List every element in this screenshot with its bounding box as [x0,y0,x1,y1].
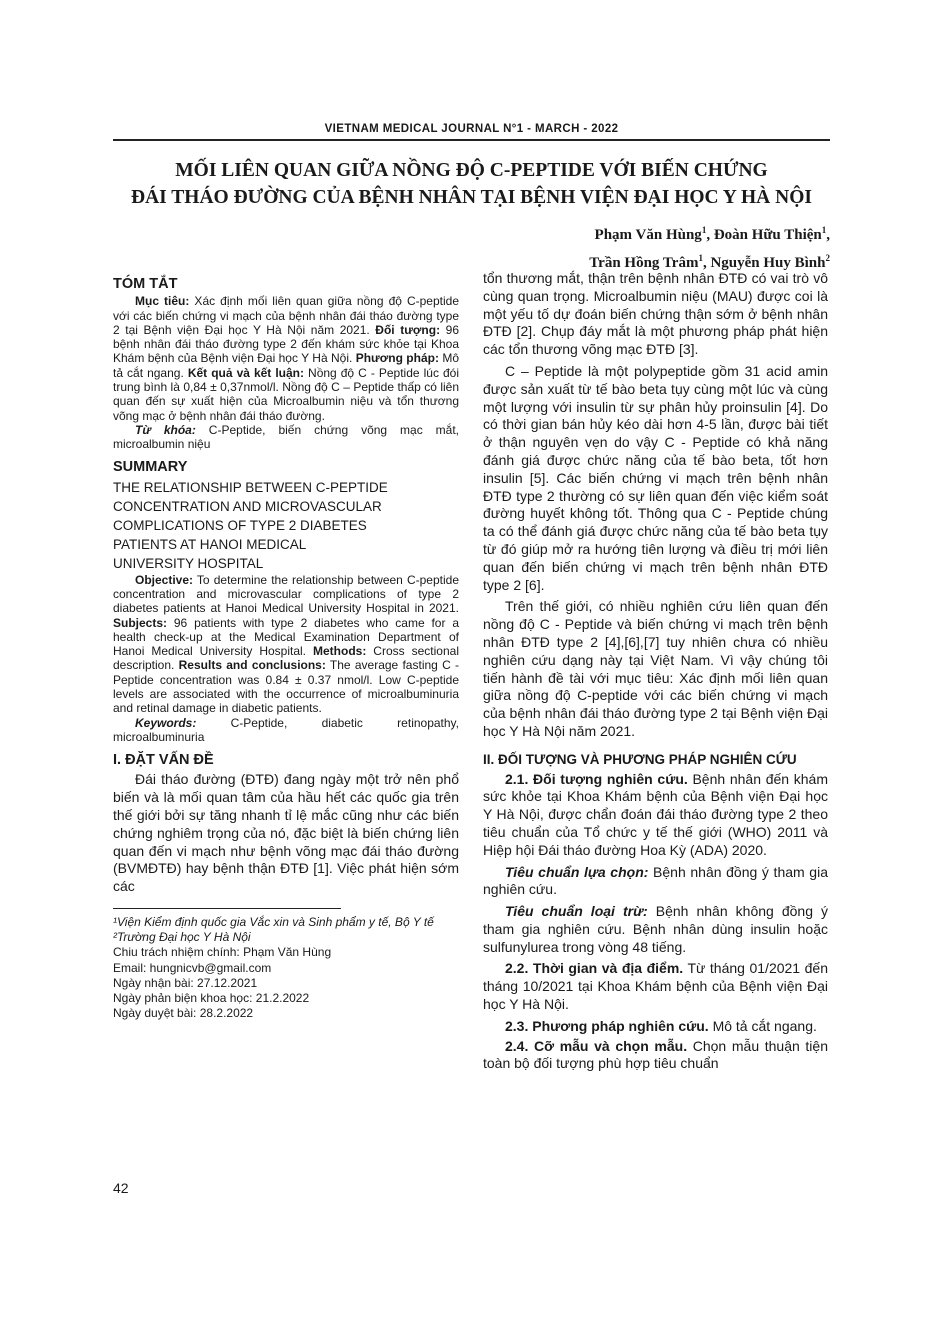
text-phuongphap: Mô tả cắt ngang. [113,351,459,380]
title-line-2: ĐÁI THÁO ĐƯỜNG CỦA BỆNH NHÂN TẠI BỆNH VIỆN ĐẠI HỌC Y HÀ NỘI [131,187,812,208]
label-doituong: Đối tượng: [375,322,441,337]
summary-title [113,478,459,573]
tomtat-body [113,294,459,423]
para-2-4 [483,1038,828,1074]
label-2-3: 2.3. Phương pháp nghiên cứu. [505,1017,709,1034]
label-exclusion: Tiêu chuẩn loại trừ: [505,903,648,920]
text-2-4: Chọn mẫu thuận tiện toàn bộ đối tượng phù hợp tiêu chuẩn [483,1037,828,1072]
label-2-1: 2.1. Đối tượng nghiên cứu. [505,770,688,787]
page-number: 42 [113,1180,129,1196]
right-paragraph-1: tổn thương mắt, thận trên bệnh nhân ĐTĐ có vai trò vô cùng quan trọng. Microalbumin niệu (MAU) được coi là một yếu tố dự đoán biến chứng thận sớm ở bệnh nhân ĐTĐ [2]. Chụp đáy mắt là một phương pháp phát hiện các tổn thương võng mạc ĐTĐ [3]. [483,270,828,358]
author-4-affil: 2 [825,253,830,263]
text-results: The average fasting C - Peptide concentration was 0.84 ± 0.37 nmol/l. Low C-peptide levels are associated with the occurrence of microalbuminuria and retinal damage in diabetic patients. [113,658,460,716]
text-ketqua: Nồng độ C - Peptide lúc đói trung bình là 0,84 ± 0,37nmol/l. Nồng độ C – Peptide thấp có liên quan đến sự xuất hiện của Microalbumin niệu và tổn thương võng mạc ở bệnh nhân đái tháo đường. [113,365,459,423]
authors-line-1: Phạm Văn Hùng$^1$, Đoàn Hữu Thiện$^1$, [594,225,830,243]
tomtat-heading: TÓM TẮT [113,276,178,292]
authors [589,219,830,275]
label-inclusion: Tiêu chuẩn lựa chọn: [505,863,649,880]
label-2-4: 2.4. Cỡ mẫu và chọn mẫu. [505,1037,688,1054]
right-paragraph-2: C – Peptide là một polypeptide gồm 31 acid amin được sản xuất từ tế bào beta tụy cùng một lúc và cùng một lượng với insulin từ sự phân hủy proinsulin [4]. Do có thời gian bán hủy kéo dài hơn 4-5 lần, được bài tiết ở thận nguyên vẹn do vậy C - Peptide có khả năng đánh giá được chức năng của tế bào beta, tốt hơn insulin [5]. Các biến chứng vi mạch trên bệnh nhân ĐTĐ type 2 thường có sự liên quan đến việc kiểm soát đường huyết không tốt. Thông qua C - Peptide chúng ta có thể đánh giá được chức năng của tế bào beta tụy từ đó giúp mở ra hướng tiên lượng và điều trị mới liên quan đến biến chứng vi mạch trên bệnh nhân ĐTĐ type 2 [6]. [483,362,828,593]
author-2: Đoàn Hữu Thiện [713,227,822,243]
label-muctieu: Mục tiêu: [135,294,190,309]
para-2-3 [483,1018,828,1036]
label-methods: Methods: [313,644,367,659]
text-exclusion: Bệnh nhân không đồng ý tham gia nghiên cứu. Bệnh nhân dùng insulin hoặc sulfunylurea trong vòng 48 tiếng. [483,903,829,955]
authors-line-2: Trần Hồng Trâm$^1$, Nguyễn Huy Bình$^2$ [589,253,830,271]
right-paragraph-3: Trên thế giới, có nhiều nghiên cứu liên quan đến nồng độ C - Peptide và biến chứng vi mạch trên bệnh nhân ĐTĐ type 2 [4],[6],[7] tuy nhiên chưa có nhiều nghiên cứu dạng này tại Việt Nam. Vì vậy chúng tôi tiến hành đề tài với mục tiêu: Xác định mối liên quan giữa nồng độ C-peptide với các biến chứng vi mạch của bệnh nhân đái tháo đường type 2 tại Bệnh viện Đại học Y Hà Nội năm 2021. [483,598,828,739]
para-exclusion [483,903,828,956]
summary-title-line-2: CONCENTRATION AND MICROVASCULAR [113,498,382,514]
text-2-3: Mô tả cắt ngang. [708,1017,817,1034]
journal-header: VIETNAM MEDICAL JOURNAL N°1 - MARCH - 2022 [324,123,619,135]
label-subjects: Subjects: [113,615,168,630]
footnote-affil-1: ¹Viện Kiểm định quốc gia Vắc xin và Sinh phẩm y tế, Bộ Y tế [113,915,434,930]
author-1: Phạm Văn Hùng [594,227,702,243]
title-line-1: MỐI LIÊN QUAN GIỮA NỒNG ĐỘ C-PEPTIDE VỚI BIẾN CHỨNG [175,160,768,181]
label-2-2: 2.2. Thời gian và địa điểm. [505,960,684,977]
footnote-accepted: Ngày duyệt bài: 28.2.2022 [113,1006,254,1021]
section-2-heading: II. ĐỐI TƯỢNG VÀ PHƯƠNG PHÁP NGHIÊN CỨU [483,751,797,767]
footnote-email: Email: hungnicvb@gmail.com [113,960,272,975]
header-rule [113,139,830,141]
footnote-received: Ngày nhận bài: 27.12.2021 [113,975,258,990]
article-title [113,157,830,211]
footnote-corresponding: Chiu trách nhiệm chính: Phạm Văn Hùng [113,945,332,960]
text-doituong: 96 bệnh nhân đái tháo đường type 2 đến khám sức khỏe tại Khoa Khám bệnh của Bệnh viện Đại học Y Hà Nội. [113,322,459,366]
summary-body [113,573,459,716]
text-objective: To determine the relationship between C-peptide concentration and microvascular complications of type 2 diabetes patients at Hanoi Medical University Hospital in 2021. [113,572,459,616]
para-inclusion [483,864,828,900]
text-muctieu: Xác định mối liên quan giữa nồng độ C-peptide với các biến chứng vi mạch của bệnh nhân đái tháo đường type 2 tại Bệnh viện Đại học Y Hà Nội năm 2021. [113,294,460,337]
text-2-1: Bệnh nhân đến khám sức khỏe tại Khoa Khám bệnh của Bệnh viện Đại học Y Hà Nội, được chẩn đoán đái tháo đường type 2 theo tiêu chuẩn của Tổ chức y tế thế giới (WHO) 2011 và Hiệp hội Đái tháo đường Hoa Kỳ (ADA) 2020. [483,770,828,858]
para-2-1 [483,771,828,860]
summary-title-line-3: COMPLICATIONS OF TYPE 2 DIABETES [113,517,367,533]
footnote-affil-2: ²Trường Đại học Y Hà Nội [113,930,251,945]
intro-paragraph: Đái tháo đường (ĐTĐ) đang ngày một trở nên phổ biến và là mối quan tâm của hầu hết các quốc gia trên thế giới bởi sự tăng nhanh tỉ lệ mắc cũng như các biến chứng nghiêm trọng của nó, đặc biệt là biến chứng liên quan đến vi mạch như bệnh võng mạc đái tháo đường (BVMĐTĐ) hay bệnh thận ĐTĐ [1]. Việc phát hiện sớm các [113,771,459,895]
text-tukhoa: C-Peptide, biến chứng võng mạc mắt, microalbumin niệu [113,422,459,452]
label-phuongphap: Phương pháp: [355,351,439,366]
text-methods: Cross sectional description. [113,644,459,673]
text-2-2: Từ tháng 01/2021 đến tháng 10/2021 tại Khoa Khám bệnh của Bệnh viện Đại học Y Hà Nội. [483,960,828,1013]
author-2-affil: 1 [821,225,827,235]
footnote-rule [113,908,341,909]
summary-heading: SUMMARY [113,459,188,476]
para-2-2 [483,960,828,1013]
author-1-affil: 1 [701,225,707,235]
intro-heading: I. ĐẶT VẤN ĐỀ [113,752,214,769]
summary-title-line-4: PATIENTS AT HANOI MEDICAL [113,536,307,552]
left-column [113,270,459,1021]
author-3: Trần Hồng Trâm [589,255,699,271]
right-column [483,270,828,1073]
label-ketqua: Kết quả và kết luận: [187,365,304,380]
label-tukhoa: Từ khóa: [135,422,196,437]
label-objective: Objective: [135,572,194,587]
summary-title-line-1: THE RELATIONSHIP BETWEEN C-PEPTIDE [113,479,388,495]
summary-title-line-5: UNIVERSITY HOSPITAL [113,555,264,571]
footnote-reviewed: Ngày phản biện khoa học: 21.2.2022 [113,991,310,1006]
summary-keywords [113,716,459,745]
text-keywords: C-Peptide, diabetic retinopathy, microalbuminuria [113,715,459,744]
author-4: Nguyễn Huy Bình [710,255,826,271]
label-keywords: Keywords: [135,715,197,730]
text-subjects: 96 patients with type 2 diabetes who came for a health check-up at the Medical Examination Department of Hanoi Medical University Hospital. [113,615,459,659]
tomtat-keywords [113,423,459,452]
text-inclusion: Bệnh nhân đồng ý tham gia nghiên cứu. [483,863,828,898]
label-results: Results and conclusions: [178,658,326,673]
author-3-affil: 1 [698,253,703,263]
